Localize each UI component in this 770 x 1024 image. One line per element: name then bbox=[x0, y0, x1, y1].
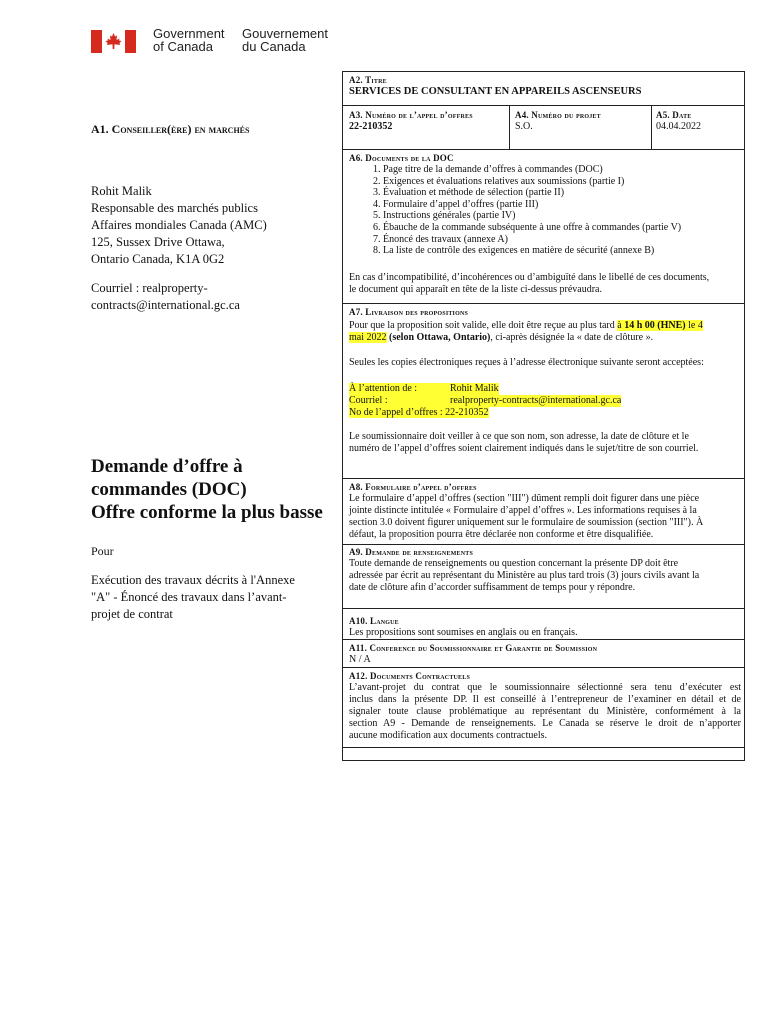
contact-block bbox=[91, 183, 267, 268]
pour-label: Pour bbox=[91, 544, 114, 558]
list-item: 5. Instructions générales (partie IV) bbox=[383, 210, 741, 222]
a3-section: A3. Numéro de l’appel d’offres 22-210352 bbox=[349, 110, 473, 132]
list-item: 1. Page titre de la demande d’offres à commandes (DOC) bbox=[383, 164, 741, 176]
a7-section: A7. Livraison des propositions Pour que la proposition soit valide, elle doit être reçue au plus tard à 14 h 00 (HNE) le 4 mai 2022 (selon Ottawa, Ontario), ci-après désignée la « date de clôture ». Seules les copies électroniques reçues à l’adresse électronique suivante seront acceptées: À l’attention de : Rohit Malik Courriel : realproperty-contracts@international.gc.ca No de l’appel d’offres : 22-210352 Le soumissionnaire doit veiller à ce que son nom, son adresse, la date de clôture et le numéro de l’appel d’offres soient clairement indiqués dans le sujet/titre de son courriel. bbox=[349, 306, 741, 455]
a7-electronic-note: Seules les copies électroniques reçues à l’adresse électronique suivante seront acceptées: bbox=[349, 357, 704, 368]
a4-section: A4. Numéro du projet S.O. bbox=[515, 110, 601, 132]
a7-contact-block: À l’attention de : Rohit Malik Courriel : realproperty-contracts@international.gc.ca No de l’appel d’offres : 22-210352 bbox=[349, 383, 622, 418]
contact-email: Courriel : realproperty- contracts@international.gc.ca bbox=[91, 281, 240, 312]
a7-deadline-text: Pour que la proposition soit valide, elle doit être reçue au plus tard à 14 h 00 (HNE) le 4 mai 2022 (selon Ottawa, Ontario), ci-après désignée la « date de clôture ». bbox=[349, 320, 703, 343]
a12-section: A12. Documents Contractuels L’avant-projet du contrat que le soumissionnaire sélectionné sera tenu d’exécuter est inclus dans la présente DP. Il est conseillé à l’entrepreneur de l’examiner en détail et de signaler toute clause problématique au représentant du Ministère, conformément à la section A9 - Demande de renseignements. Le Canada se réserve le droit de n’apporter aucune modification aux documents contractuels. bbox=[349, 671, 741, 741]
contact-name: Rohit Malik bbox=[91, 184, 152, 198]
list-item: 6. Ébauche de la commande subséquente à une offre à commandes (partie V) bbox=[383, 222, 741, 234]
list-item: 8. La liste de contrôle des exigences en matière de sécurité (annexe B) bbox=[383, 245, 741, 257]
document-title: Demande d’offre à commandes (DOC) Offre conforme la plus basse bbox=[91, 456, 323, 523]
a6-note: En cas d’incompatibilité, d’incohérences ou d’ambiguïté dans le libellé de ces documents, le document qui apparaît en tête de la liste ci-dessus prévaudra. bbox=[349, 271, 710, 295]
a7-subject-note: Le soumissionnaire doit veiller à ce que son nom, son adresse, la date de clôture et le numéro de l’appel d’offres soient clairement indiqués dans le sujet/titre de son courriel. bbox=[349, 431, 699, 454]
contact-org: Affaires mondiales Canada (AMC) bbox=[91, 218, 267, 232]
government-wordmark-en: Government of Canada bbox=[153, 26, 225, 54]
a5-section: A5. Date 04.04.2022 bbox=[656, 110, 701, 132]
contact-role: Responsable des marchés publics bbox=[91, 201, 258, 215]
canada-flag-icon bbox=[91, 30, 136, 53]
contact-address1: 125, Sussex Drive Ottawa, bbox=[91, 235, 225, 249]
a6-document-list bbox=[349, 164, 741, 257]
a11-section: A11. Conference du Soumissionnaire et Garantie de Soumission N / A bbox=[349, 643, 598, 665]
a8-section: A8. Formulaire d’appel d’offres Le formulaire d’appel d’offres (section "III") dûment rempli doit figurer dans une pièce jointe distincte intitulée « Formulaire d’appel d’offres ». Les informations requises à la section 3.0 doivent figurer uniquement sur le formulaire de soumission (section "III"). À défaut, la proposition pourra être déclarée non conforme et être disqualifiée. bbox=[349, 482, 704, 540]
execution-text: Exécution des travaux décrits à l'Annexe "A" - Énoncé des travaux dans l’avant- projet de contrat bbox=[91, 573, 295, 621]
tender-info-box bbox=[342, 71, 745, 761]
a1-heading: A1. Conseiller(ère) en marchés bbox=[91, 122, 250, 136]
list-item: 7. Énoncé des travaux (annexe A) bbox=[383, 234, 741, 246]
government-wordmark-fr: Gouvernement du Canada bbox=[242, 26, 328, 54]
list-item: 4. Formulaire d’appel d’offres (partie III) bbox=[383, 199, 741, 211]
a6-section: A6. Documents de la DOC 1. Page titre de la demande d’offres à commandes (DOC) 2. Exigences et évaluations relatives aux soumissions (partie I) 3. Évaluation et méthode de sélection (partie II) 4. Formulaire d’appel d’offres (partie III) 5. Instructions générales (partie IV) 6. Ébauche de la commande subséquente à une offre à commandes (partie V) 7. Énoncé des travaux (annexe A) 8. La liste de contrôle des exigences en matière de sécurité (annexe B) En cas d’incompatibilité, d’incohérences ou d’ambiguïté dans le libellé de ces documents, le document qui apparaît en tête de la liste ci-dessus prévaudra. bbox=[349, 152, 741, 296]
a10-section: A10. Langue Les propositions sont soumises en anglais ou en français. bbox=[349, 616, 578, 638]
a2-section: A2. Titre SERVICES DE CONSULTANT EN APPAREILS ASCENSEURS bbox=[349, 75, 642, 97]
a7-reference: No de l’appel d’offres : 22-210352 bbox=[349, 407, 489, 418]
contact-address2: Ontario Canada, K1A 0G2 bbox=[91, 252, 225, 266]
list-item: 3. Évaluation et méthode de sélection (partie II) bbox=[383, 187, 741, 199]
list-item: 2. Exigences et évaluations relatives aux soumissions (partie I) bbox=[383, 176, 741, 188]
a9-section: A9. Demande de renseignements Toute demande de renseignements ou question concernant la présente DP doit être adressée par écrit au représentant du Ministère au plus tard trois (3) jours civils avant la date de clôture afin d’accorder suffisamment de temps pour y répondre. bbox=[349, 547, 700, 593]
